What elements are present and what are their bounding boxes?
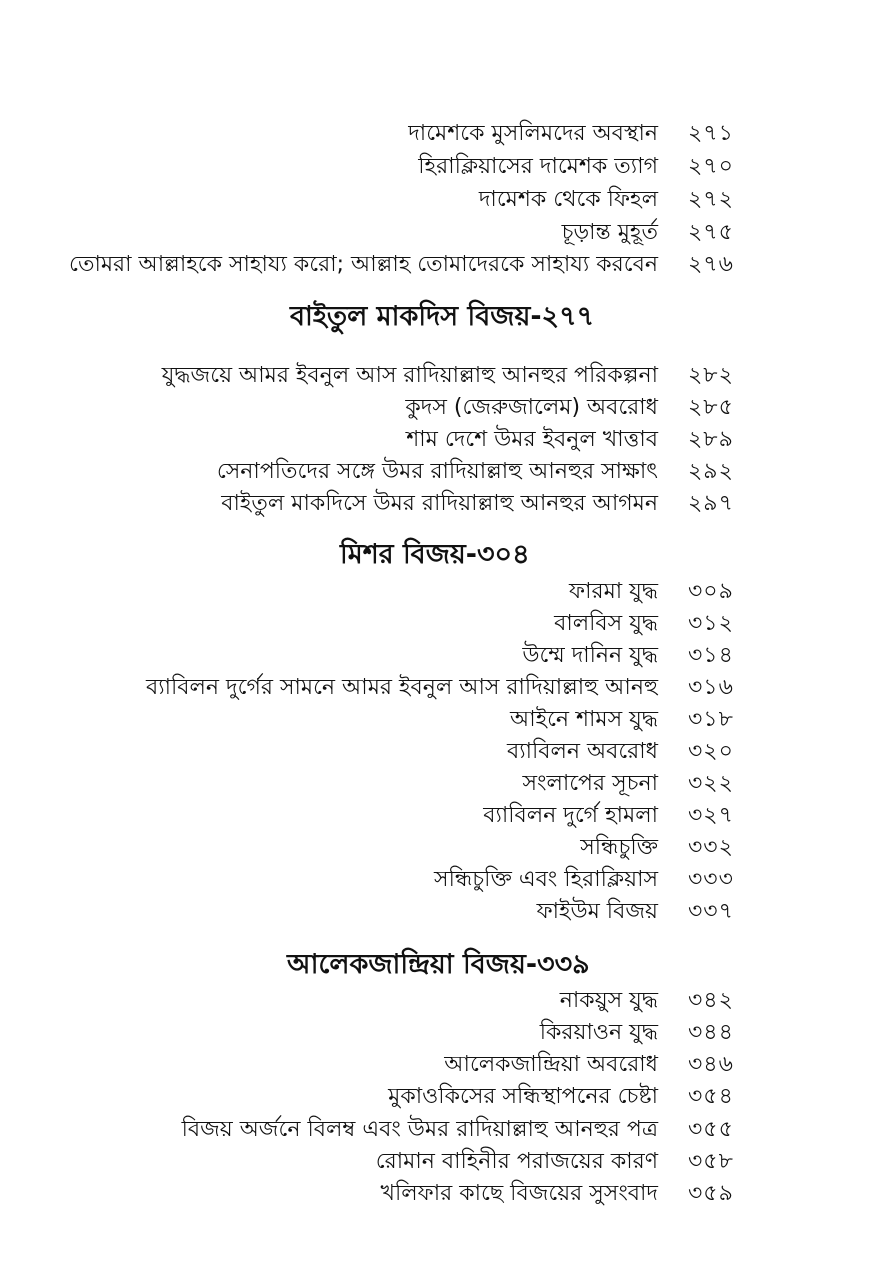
toc-entry-page: ৩৩২ <box>688 835 734 860</box>
toc-entry <box>0 736 870 768</box>
toc-entry-title: ব্যাবিলন দুর্গে হামলা <box>483 803 658 828</box>
toc-entry <box>0 672 870 704</box>
toc-entry <box>0 1114 870 1146</box>
toc-entry-title: খলিফার কাছে বিজয়ের সুসংবাদ <box>380 1181 658 1206</box>
toc-entry-page: ২৮৫ <box>688 395 734 420</box>
section-heading <box>0 945 870 985</box>
toc-entry-title: রোমান বাহিনীর পরাজয়ের কারণ <box>375 1149 658 1174</box>
toc-entry-title: সেনাপতিদের সঙ্গে উমর রাদিয়াল্লাহু আনহুর সাক্ষাৎ <box>216 459 658 484</box>
toc-entry-page: ৩৪৬ <box>688 1052 734 1077</box>
section-heading-text: আলেকজান্দ্রিয়া বিজয়-৩৩৯ <box>287 949 590 980</box>
toc-entry-page: ৩২৭ <box>688 803 734 828</box>
toc-entry-page: ২৭৬ <box>688 252 734 277</box>
toc-entry-title: সন্ধিচুক্তি <box>580 835 658 860</box>
toc-entry <box>0 896 870 928</box>
toc-entry-title: মুকাওকিসের সন্ধিস্থাপনের চেষ্টা <box>388 1084 658 1109</box>
toc-entry-title: দামেশক থেকে ফিহল <box>478 187 658 212</box>
toc-entry <box>0 800 870 832</box>
toc-entry-title: বাইতুল মাকদিসে উমর রাদিয়াল্লাহু আনহুর আগমন <box>221 491 658 516</box>
toc-entry-title: সংলাপের সূচনা <box>522 771 658 796</box>
toc-entry <box>0 1146 870 1178</box>
toc-entry <box>0 392 870 424</box>
section-heading-text: মিশর বিজয়-৩০৪ <box>340 539 530 570</box>
toc-entry-title: কুদস (জেরুজালেম) অবরোধ <box>405 395 658 420</box>
toc-entry-title: কিরয়াওন যুদ্ধ <box>539 1020 658 1045</box>
toc-entry-title: যুদ্ধজয়ে আমর ইবনুল আস রাদিয়াল্লাহু আনহুর পরিকল্পনা <box>161 363 658 388</box>
toc-entry-title: বিজয় অর্জনে বিলম্ব এবং উমর রাদিয়াল্লাহু আনহুর পত্র <box>181 1117 658 1142</box>
toc-entry <box>0 864 870 896</box>
toc-entry-page: ৩৪২ <box>688 988 734 1013</box>
toc-entry <box>0 1017 870 1049</box>
toc-entry <box>0 217 870 249</box>
toc-entry <box>0 249 870 281</box>
toc-entry <box>0 1178 870 1210</box>
toc-entry <box>0 424 870 456</box>
toc-entry-title: দামেশকে মুসলিমদের অবস্থান <box>408 121 658 146</box>
toc-entry <box>0 985 870 1017</box>
toc-entry <box>0 768 870 800</box>
toc-entry <box>0 576 870 608</box>
toc-entry-page: ২৭৫ <box>688 220 734 245</box>
toc-entry-page: ২৮৯ <box>688 427 734 452</box>
toc-entry <box>0 608 870 640</box>
toc-entry-page: ৩০৯ <box>688 579 734 604</box>
toc-entry-title: নাকয়ুস যুদ্ধ <box>559 988 658 1013</box>
toc-entry-title: আইনে শামস যুদ্ধ <box>509 707 658 732</box>
section-heading-text: বাইতুল মাকদিস বিজয়-২৭৭ <box>290 301 595 332</box>
toc-entry-title: উম্মে দানিন যুদ্ধ <box>522 643 658 668</box>
toc-entry-title: আলেকজান্দ্রিয়া অবরোধ <box>444 1052 658 1077</box>
toc-entry-page: ৩৪৪ <box>688 1020 734 1045</box>
toc-entry-page: ২৭০ <box>688 154 734 179</box>
toc-entry-page: ২৭১ <box>688 121 734 146</box>
toc-entry <box>0 1049 870 1081</box>
toc-entry <box>0 1081 870 1113</box>
section-heading <box>0 297 870 337</box>
toc-entry-page: ৩৩৩ <box>688 867 734 892</box>
toc-entry-page: ৩১৪ <box>688 643 734 668</box>
toc-entry <box>0 488 870 520</box>
toc-entry-page: ৩৩৭ <box>688 899 734 924</box>
toc-entry <box>0 360 870 392</box>
toc-entry <box>0 832 870 864</box>
toc-entry-page: ৩২২ <box>688 771 734 796</box>
toc-entry-page: ৩৫৫ <box>688 1117 734 1142</box>
section-heading <box>0 535 870 575</box>
toc-entry-page: ৩১৬ <box>688 675 734 700</box>
toc-entry-page: ৩৫৪ <box>688 1084 734 1109</box>
toc-entry <box>0 151 870 183</box>
toc-entry-title: ফারমা যুদ্ধ <box>569 579 658 604</box>
toc-entry <box>0 640 870 672</box>
toc-entry-page: ২৯২ <box>688 459 734 484</box>
toc-entry-page: ৩২০ <box>688 739 734 764</box>
toc-entry-title: শাম দেশে উমর ইবনুল খাত্তাব <box>406 427 658 452</box>
toc-entry-page: ৩১২ <box>688 611 734 636</box>
toc-entry-title: বালবিস যুদ্ধ <box>554 611 658 636</box>
toc-entry-title: সন্ধিচুক্তি এবং হিরাক্লিয়াস <box>434 867 658 892</box>
toc-entry-title: তোমরা আল্লাহকে সাহায্য করো; আল্লাহ তোমাদেরকে সাহায্য করবেন <box>69 252 658 277</box>
toc-entry-page: ২৭২ <box>688 187 734 212</box>
toc-entry <box>0 184 870 216</box>
toc-entry <box>0 118 870 150</box>
toc-entry-page: ৩৫৮ <box>688 1149 734 1174</box>
toc-entry-page: ৩৫৯ <box>688 1181 734 1206</box>
toc-entry-page: ২৮২ <box>688 363 734 388</box>
toc-entry-title: হিরাক্লিয়াসের দামেশক ত্যাগ <box>418 154 658 179</box>
toc-entry-title: ফাইউম বিজয় <box>536 899 658 924</box>
toc-entry <box>0 704 870 736</box>
toc-entry-page: ৩১৮ <box>688 707 734 732</box>
toc-entry <box>0 456 870 488</box>
toc-entry-title: চূড়ান্ত মুহূর্ত <box>561 220 658 245</box>
toc-entry-title: ব্যাবিলন দুর্গের সামনে আমর ইবনুল আস রাদিয়াল্লাহু আনহু <box>145 675 658 700</box>
toc-entry-page: ২৯৭ <box>688 491 734 516</box>
toc-entry-title: ব্যাবিলন অবরোধ <box>506 739 658 764</box>
